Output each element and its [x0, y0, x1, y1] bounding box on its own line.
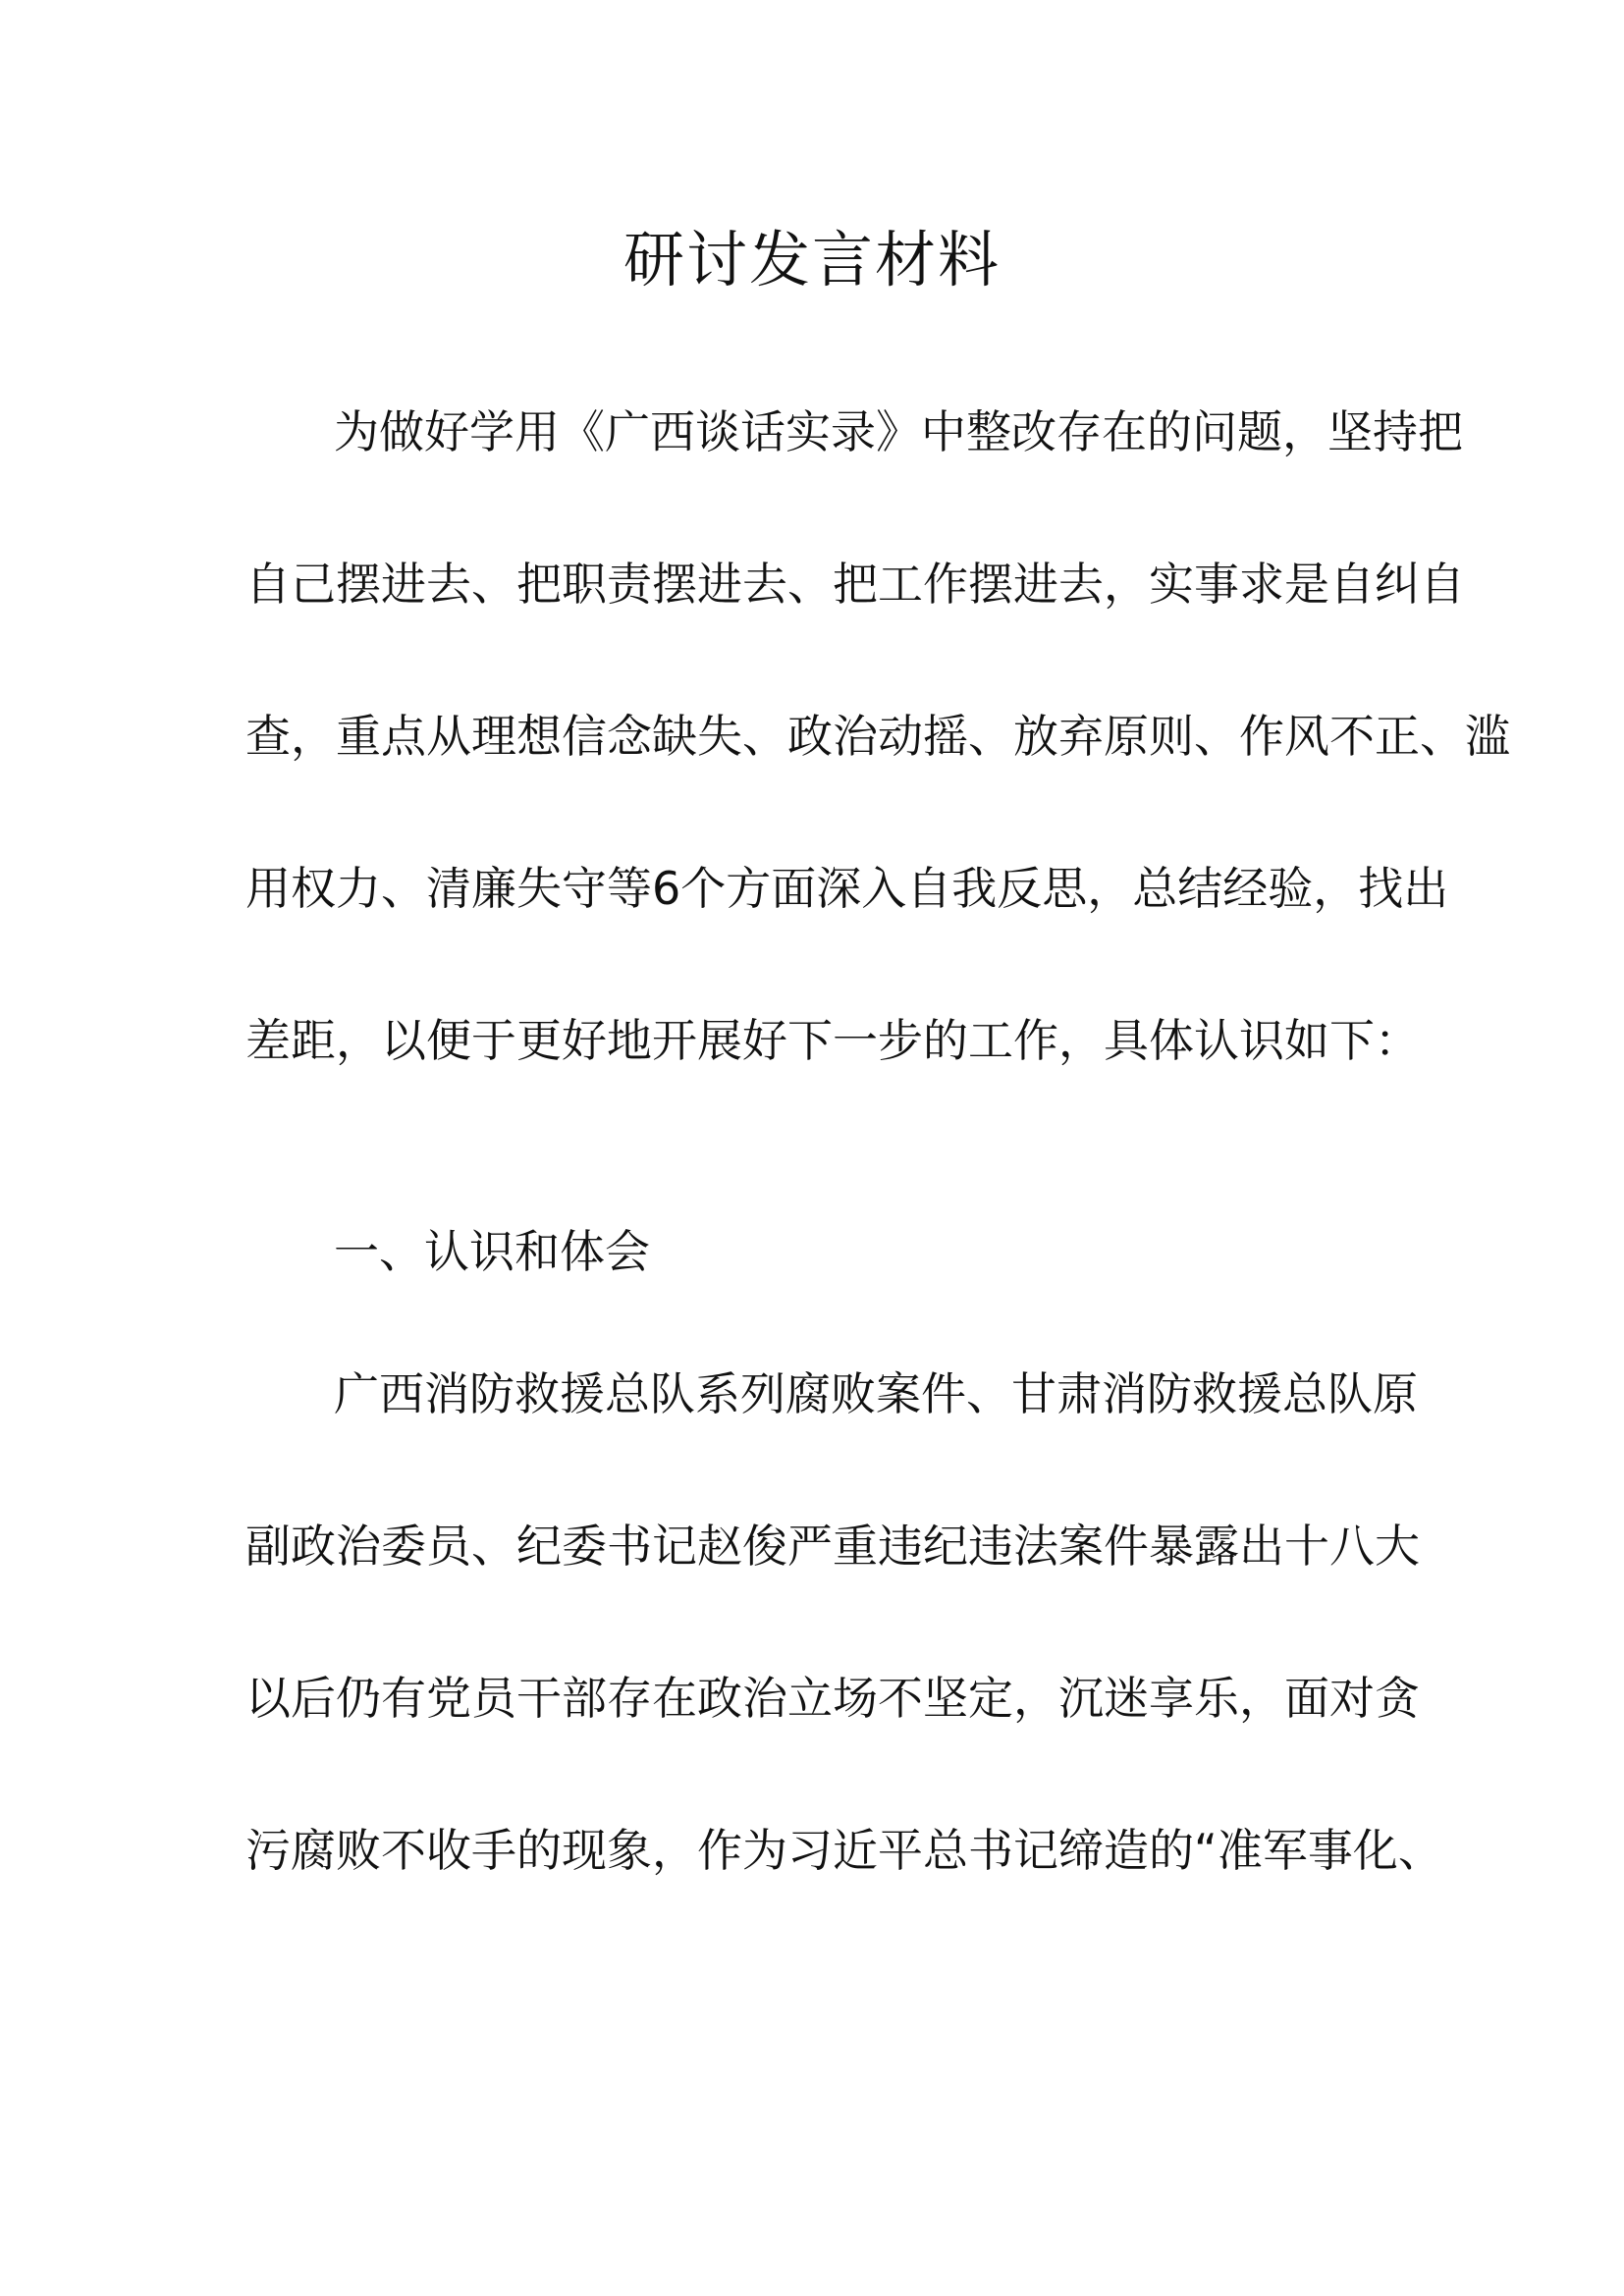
paragraph-line: 副政治委员、纪委书记赵俊严重违纪违法案件暴露出十八大	[245, 1520, 1420, 1573]
paragraph-line: 为做好学用《广西谈话实录》中整改存在的问题，坚持把	[334, 405, 1463, 458]
paragraph-line: 用权力、清廉失守等6个方面深入自我反思，总结经验，找出	[245, 862, 1449, 915]
paragraph-line: 广西消防救援总队系列腐败案件、甘肃消防救援总队原	[334, 1367, 1418, 1420]
section-heading: 一、认识和体会	[334, 1225, 650, 1278]
document-title: 研讨发言材料	[623, 224, 1001, 295]
paragraph-line: 查，重点从理想信念缺失、政治动摇、放弃原则、作风不正、滥	[245, 710, 1510, 763]
paragraph-line: 污腐败不收手的现象，作为习近平总书记缔造的“准军事化、	[245, 1824, 1443, 1877]
paragraph-line: 自己摆进去、把职责摆进去、把工作摆进去，实事求是自纠自	[245, 558, 1465, 611]
paragraph-line: 以后仍有党员干部存在政治立场不坚定，沉迷享乐，面对贪	[245, 1672, 1420, 1725]
paragraph-line: 差距，以便于更好地开展好下一步的工作，具体认识如下：	[245, 1014, 1420, 1067]
